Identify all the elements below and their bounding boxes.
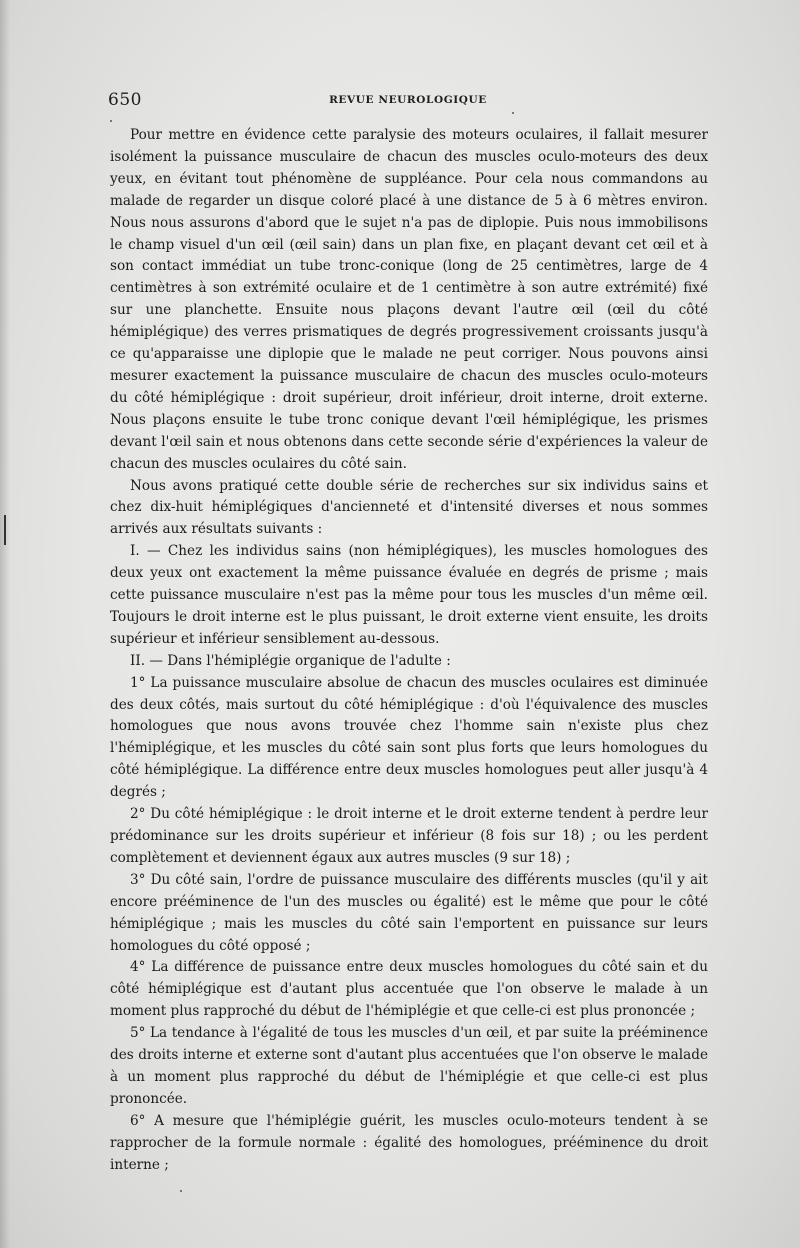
paragraph-result-2-heading: II. — Dans l'hémiplégie organique de l'adulte : bbox=[130, 652, 451, 669]
body-text bbox=[110, 125, 708, 1177]
page-number: 650 bbox=[108, 90, 142, 110]
paragraph-item-5: 5° La tendance à l'égalité de tous les muscles d'un œil, et par suite la prééminence des droits interne et externe sont d'autant plus accentuées que l'on observe le malade à un moment plus rapproché du début de l'hémiplégie et que celle-ci est plus prononcée. bbox=[110, 1025, 708, 1107]
paragraph-result-1: I. — Chez les individus sains (non hémiplégiques), les muscles homologues des deux yeux ont exactement la même puissance évaluée en degrés de prisme ; mais cette puissance musculaire n'est pas la même pour tous les muscles d'un même œil. Toujours le droit interne est le plus puissant, le droit externe vient ensuite, les droits supérieur et inférieur sensiblement au-dessous. bbox=[110, 543, 708, 647]
left-page-shadow bbox=[0, 0, 10, 1248]
paragraph-item-4: 4° La différence de puissance entre deux muscles homologues du côté sain et du côté hémiplégique est d'autant plus accentuée que l'on observe le malade à un moment plus rapproché du début de l'hémiplégie et que celle-ci est plus prononcée ; bbox=[110, 959, 708, 1020]
paragraph-item-1: 1° La puissance musculaire absolue de chacun des muscles oculaires est diminuée des deux côtés, mais surtout du côté hémiplégique : d'où l'équivalence des muscles homologues que nous avons trouvée chez l'homme sain n'existe plus chez l'hémiplégique, et les muscles du côté sain sont plus forts que leurs homologues du côté hémiplégique. La différence entre deux muscles homologues peut aller jusqu'à 4 degrés ; bbox=[110, 674, 708, 801]
paragraph-item-6: 6° A mesure que l'hémiplégie guérit, les muscles oculo-moteurs tendent à se rapprocher de la formule normale : égalité des homologues, prééminence du droit interne ; bbox=[110, 1112, 708, 1173]
paragraph-method: Pour mettre en évidence cette paralysie des moteurs oculaires, il fallait mesurer isolément la puissance musculaire de chacun des muscles oculo-moteurs des deux yeux, en évitant tout phénomène de suppléance. Pour cela nous commandons au malade de regarder un disque coloré placé à une distance de 5 à 6 mètres environ. Nous nous assurons d'abord que le sujet n'a pas de diplopie. Puis nous immobilisons le champ visuel d'un œil (œil sain) dans un plan fixe, en plaçant devant cet œil et à son contact immédiat un tube tronc-conique (long de 25 centimètres, large de 4 centimètres à son extrémité oculaire et de 1 centimètre à son autre extrémité) fixé sur une planchette. Ensuite nous plaçons devant l'autre œil (œil du côté hémiplégique) des verres prismatiques de degrés progressivement croissants jusqu'à ce qu'apparaisse une diplopie que le malade ne peut corriger. Nous pouvons ainsi mesurer exactement la puissance musculaire de chacun des muscles oculo-moteurs du côté hémiplégique : droit supérieur, droit inférieur, droit interne, droit externe. Nous plaçons ensuite le tube tronc conique devant l'œil hémiplégique, les prismes devant l'œil sain et nous obtenons dans cette seconde série d'expériences la valeur de chacun des muscles oculaires du côté sain. bbox=[110, 127, 708, 472]
running-head: REVUE NEUROLOGIQUE bbox=[329, 94, 487, 106]
speck bbox=[110, 120, 112, 122]
paragraph-study: Nous avons pratiqué cette double série de recherches sur six individus sains et chez dix-huit hémiplégiques d'ancienneté et d'intensité diverses et nous sommes arrivés aux résultats suivants : bbox=[110, 477, 708, 538]
page-header bbox=[108, 90, 708, 114]
paragraph-item-3: 3° Du côté sain, l'ordre de puissance musculaire des différents muscles (qu'il y ait encore prééminence de l'un des muscles ou égalité) est le même que pour le côté hémiplégique ; mais les muscles du côté sain l'emportent en puissance sur leurs homologues du côté opposé ; bbox=[110, 871, 708, 954]
speck bbox=[180, 1190, 182, 1192]
margin-mark bbox=[4, 515, 6, 545]
paragraph-item-2: 2° Du côté hémiplégique : le droit interne et le droit externe tendent à perdre leur prédominance sur les droits supérieur et inférieur (8 fois sur 18) ; ou les perdent complètement et deviennent égaux aux autres muscles (9 sur 18) ; bbox=[110, 806, 708, 866]
